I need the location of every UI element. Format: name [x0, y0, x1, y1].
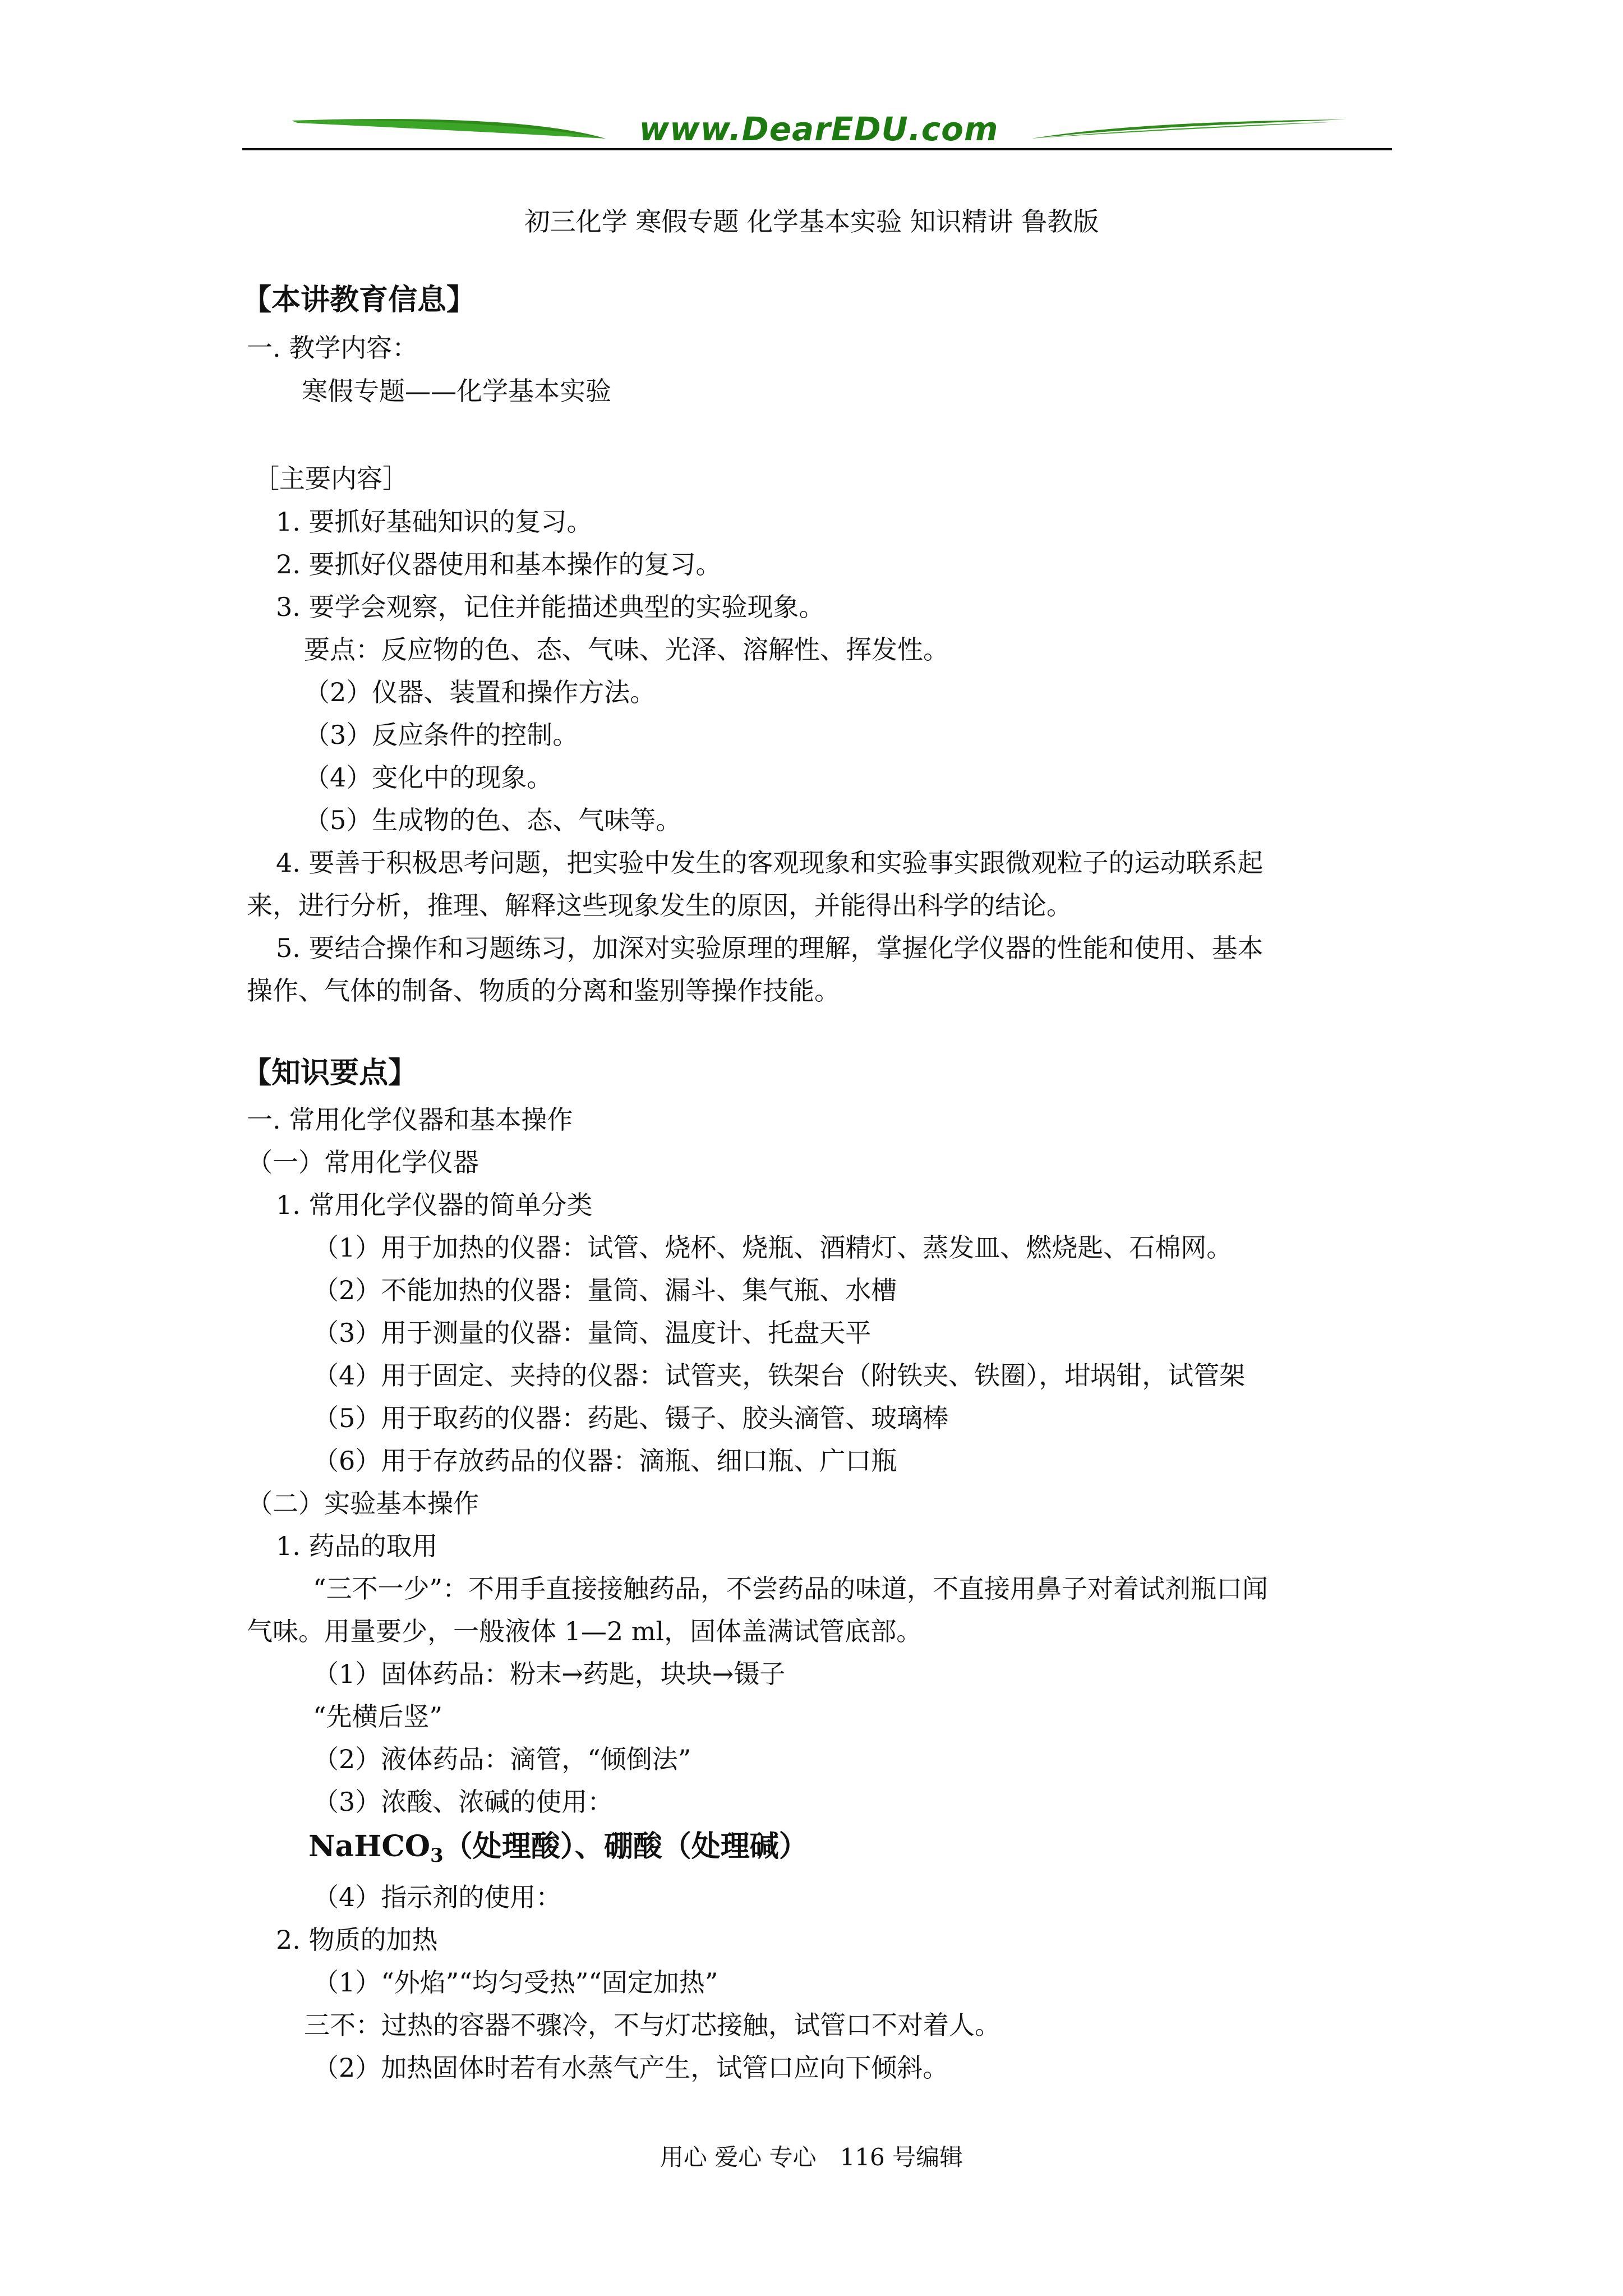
list-item: （2）仪器、装置和操作方法。: [304, 677, 656, 707]
list-item: （4）指示剂的使用：: [313, 1882, 562, 1912]
list-item: 要点：反应物的色、态、气味、光泽、溶解性、挥发性。: [304, 634, 949, 665]
list-item-continued: 气味。用量要少，一般液体 1—2 ml，固体盖满试管底部。: [247, 1616, 923, 1646]
list-item: （1）固体药品：粉末→药匙，块块→镊子: [313, 1659, 786, 1689]
list-item: （2）加热固体时若有水蒸气产生，试管口应向下倾斜。: [313, 2053, 949, 2083]
list-item: （3）浓酸、浓碱的使用：: [313, 1787, 614, 1817]
teaching-label: 一. 教学内容：: [247, 333, 418, 363]
teaching-content: 寒假专题——化学基本实验: [302, 376, 611, 406]
list-item: （1）“外焰”“均匀受热”“固定加热”: [313, 1967, 718, 1998]
page-footer: 用心 爱心 专心 116 号编辑: [660, 2143, 963, 2171]
list-item: 4. 要善于积极思考问题，把实验中发生的客观现象和实验事实跟微观粒子的运动联系起: [276, 848, 1264, 878]
logo-text: www.DearEDU.com: [639, 110, 999, 148]
list-item: 1. 药品的取用: [276, 1531, 438, 1561]
document-title: 初三化学 寒假专题 化学基本实验 知识精讲 鲁教版: [524, 206, 1099, 237]
list-item: （3）用于测量的仪器：量筒、温度计、托盘天平: [313, 1318, 872, 1348]
list-item: （4）变化中的现象。: [304, 762, 553, 793]
list-item: （5）用于取药的仪器：药匙、镊子、胶头滴管、玻璃棒: [313, 1403, 949, 1433]
list-item: 1. 要抓好基础知识的复习。: [276, 507, 593, 537]
list-item: （6）用于存放药品的仪器：滴瓶、细口瓶、广口瓶: [313, 1446, 897, 1476]
chemical-usage-note: [308, 1830, 808, 1872]
list-item: 1. 常用化学仪器的简单分类: [276, 1190, 593, 1220]
subsection-heading: （一）常用化学仪器: [247, 1147, 479, 1177]
list-item: （4）用于固定、夹持的仪器：试管夹，铁架台（附铁夹、铁圈），坩埚钳，试管架: [313, 1360, 1246, 1391]
list-item: 5. 要结合操作和习题练习，加深对实验原理的理解，掌握化学仪器的性能和使用、基本: [276, 933, 1264, 963]
subsection-heading: （二）实验基本操作: [247, 1488, 479, 1519]
list-item: （5）生成物的色、态、气味等。: [304, 805, 682, 835]
list-item: （1）用于加热的仪器：试管、烧杯、烧瓶、酒精灯、蒸发皿、燃烧匙、石棉网。: [313, 1232, 1233, 1263]
site-logo: [292, 104, 1346, 154]
list-item: “先横后竖”: [313, 1701, 443, 1732]
section-heading-education-info: 【本讲教育信息】: [242, 283, 476, 317]
chem-formula-suffix: （处理酸）、硼酸（处理碱）: [443, 1829, 808, 1864]
header-rule: [242, 148, 1392, 150]
list-item: 2. 要抓好仪器使用和基本操作的复习。: [276, 549, 722, 579]
list-item: （2）液体药品：滴管，“倾倒法”: [313, 1744, 691, 1774]
chem-formula-subscript: 3: [430, 1844, 444, 1867]
list-item: 三不：过热的容器不骤冷，不与灯芯接触，试管口不对着人。: [304, 2010, 1000, 2040]
list-item: 2. 物质的加热: [276, 1925, 438, 1955]
main-content-label: ［主要内容］: [253, 463, 408, 494]
list-item: “三不一少”：不用手直接接触药品，不尝药品的味道，不直接用鼻子对着试剂瓶口闻: [313, 1573, 1269, 1604]
list-item-continued: 操作、气体的制备、物质的分离和鉴别等操作技能。: [247, 976, 840, 1006]
list-item: 3. 要学会观察，记住并能描述典型的实验现象。: [276, 592, 825, 622]
part-heading: 一. 常用化学仪器和基本操作: [247, 1105, 573, 1135]
list-item: （3）反应条件的控制。: [304, 720, 579, 750]
list-item-continued: 来，进行分析，推理、解释这些现象发生的原因，并能得出科学的结论。: [247, 890, 1072, 921]
chem-formula-prefix: NaHCO: [308, 1829, 431, 1864]
section-heading-knowledge-points: 【知识要点】: [242, 1056, 418, 1090]
list-item: （2）不能加热的仪器：量筒、漏斗、集气瓶、水槽: [313, 1275, 897, 1305]
